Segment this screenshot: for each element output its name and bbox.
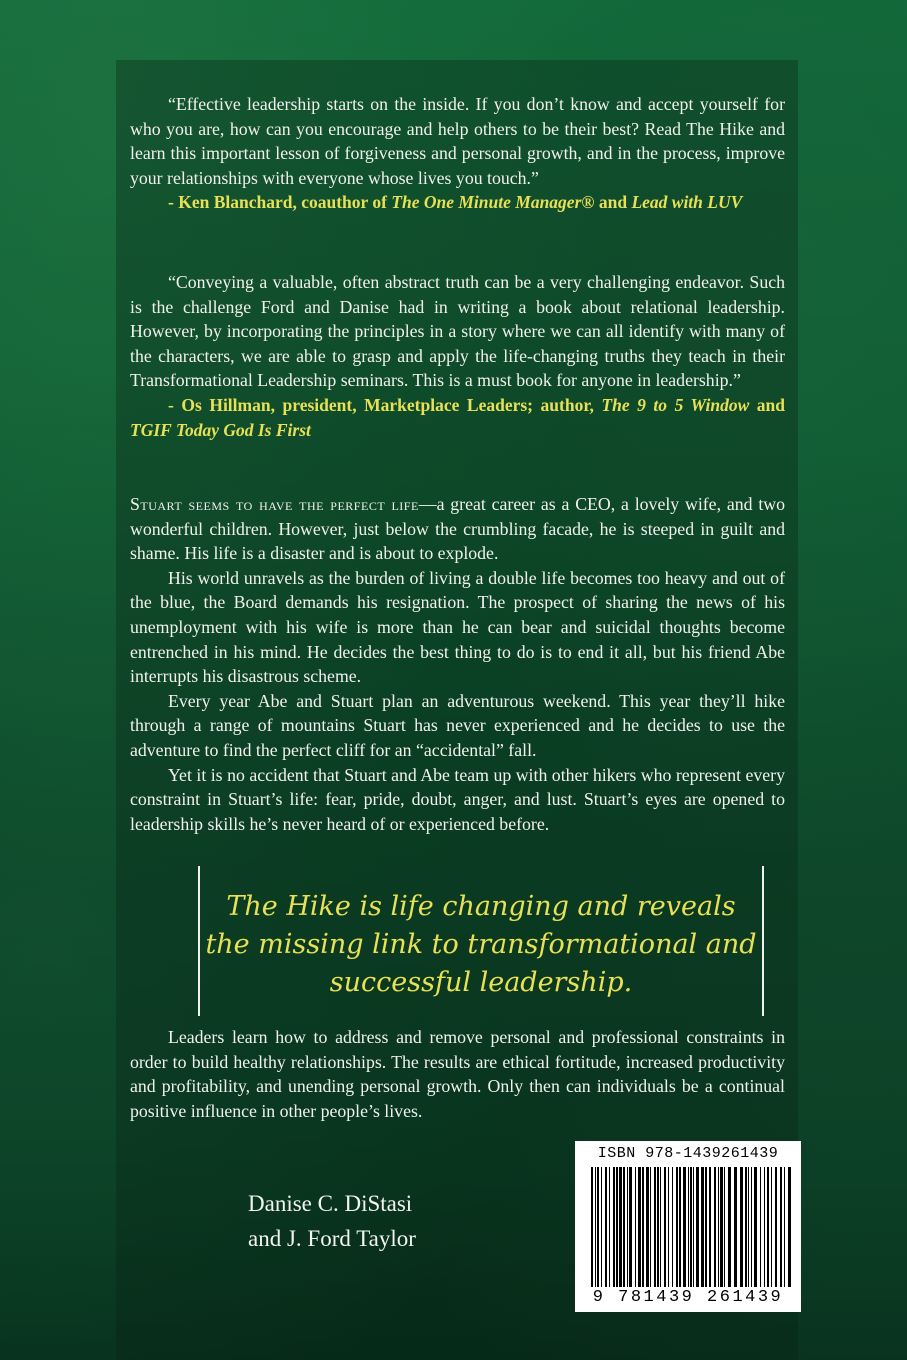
blurb-ken-blanchard <box>130 92 785 215</box>
closing-paragraph: Leaders learn how to address and remove personal and professional constraints in order to build healthy relationships. The results are ethical fortitude, increased productivity and profitability, and unending personal growth. Only then can individuals be a continual positive influence in other people’s lives. <box>130 1027 785 1121</box>
barcode-bar <box>728 1167 731 1287</box>
barcode-bar <box>714 1167 716 1287</box>
barcode-bar <box>771 1167 772 1287</box>
author-names: Danise C. DiStasi and J. Ford Taylor <box>248 1191 416 1251</box>
blurb-os-hillman <box>130 270 785 442</box>
barcode-bar <box>627 1167 628 1287</box>
barcode-bar <box>591 1167 593 1287</box>
barcode-bar <box>748 1167 749 1287</box>
barcode-bar <box>672 1167 673 1287</box>
barcode-bar <box>780 1167 782 1287</box>
barcode-bar <box>767 1167 769 1287</box>
barcode-bar <box>690 1167 692 1287</box>
quote-attribution: - Os Hillman, president, Marketplace Leaders; author, The 9 to 5 Window and TGIF Today God Is First <box>130 394 786 440</box>
barcode-bar <box>601 1167 602 1287</box>
quote-attribution: - Ken Blanchard, coauthor of The One Minute Manager® and Lead with LUV <box>168 192 743 213</box>
barcode-bar <box>705 1167 707 1287</box>
barcode-bar <box>660 1167 661 1287</box>
barcode-bar <box>638 1167 641 1287</box>
barcode-bar <box>668 1167 669 1287</box>
synopsis-paragraph: His world unravels as the burden of living a double life becomes too heavy and out of the blue, the Board demands his resignation. The prospect of sharing the news of his unemployment with his wife is more than he can bear and suicidal thoughts become entrenched in his mind. He decides the best thing to do is to end it all, but his friend Abe interrupts his disastrous scheme. <box>130 567 785 687</box>
barcode-bar <box>657 1167 659 1287</box>
barcode-bar <box>784 1167 785 1287</box>
synopsis-paragraph: Yet it is no accident that Stuart and Abe team up with other hikers who represent every constraint in Stuart’s life: fear, pride, doubt, anger, and lust. Stuart’s eyes are opened to leadership skills he’s never heard of or experienced before. <box>130 764 785 834</box>
barcode-bar <box>676 1167 678 1287</box>
callout-text: The Hike is life changing and reveals the missing link to transformational and successful leadership. <box>205 891 757 998</box>
barcode-bar <box>720 1167 723 1287</box>
barcode-bars <box>589 1167 795 1287</box>
barcode-bar <box>764 1167 765 1287</box>
barcode-bar <box>595 1167 596 1287</box>
barcode-bar <box>718 1167 719 1287</box>
barcode-bar <box>754 1167 757 1287</box>
barcode-bar <box>623 1167 625 1287</box>
barcode-bar <box>654 1167 656 1287</box>
isbn-barcode <box>575 1141 801 1312</box>
barcode-bar <box>664 1167 666 1287</box>
synopsis-paragraph: Stuart seems to have the perfect life—a great career as a CEO, a lovely wife, and two wonderful children. However, just below the crumbling facade, he is steeped in guilt and shame. His life is a disaster and is about to explode. <box>130 494 785 564</box>
barcode-bar <box>751 1167 752 1287</box>
barcode-bar <box>696 1167 699 1287</box>
barcode-bar <box>701 1167 704 1287</box>
barcode-bar <box>613 1167 615 1287</box>
barcode-bar <box>619 1167 622 1287</box>
barcode-bar <box>616 1167 618 1287</box>
barcode-bar <box>760 1167 761 1287</box>
barcode-bar <box>679 1167 681 1287</box>
barcode-bar <box>642 1167 644 1287</box>
quote-text: “Effective leadership starts on the inside. If you don’t know and accept yourself for who you are, how can you encourage and help others to be their best? Read The Hike and learn this important lesson of forgiveness and personal growth, and in the process, improve your relationships with everyone whose lives you touch.” <box>130 94 785 188</box>
synopsis <box>130 492 785 836</box>
barcode-bar <box>683 1167 686 1287</box>
barcode-bar <box>709 1167 711 1287</box>
callout-box <box>198 866 764 1016</box>
barcode-bar <box>646 1167 649 1287</box>
barcode-bar <box>734 1167 737 1287</box>
barcode-bar <box>745 1167 747 1287</box>
barcode-bar <box>724 1167 725 1287</box>
barcode-bar <box>688 1167 689 1287</box>
barcode-bar <box>775 1167 777 1287</box>
quote-text: “Conveying a valuable, often abstract truth can be a very challenging endeavor. Such is the challenge Ford and Danise had in writing a book about relational leadership. However, by incorporating the principles in a story where we can all identify with many of the characters, we are able to grasp and apply the life-changing truths they teach in their Transformational Leadership seminars. This is a must book for anyone in leadership.” <box>130 272 785 391</box>
barcode-bar <box>740 1167 743 1287</box>
synopsis-paragraph: Every year Abe and Stuart plan an adventurous weekend. This year they’ll hike through a range of mountains Stuart has never experienced and he decides to use the adventure to find the perfect cliff for an “accidental” fall. <box>130 690 785 760</box>
barcode-bar <box>635 1167 636 1287</box>
barcode-bar <box>629 1167 632 1287</box>
isbn-label: ISBN 978-1439261439 <box>597 1145 779 1162</box>
barcode-bar <box>605 1167 607 1287</box>
barcode-bar <box>597 1167 599 1287</box>
barcode-bar <box>609 1167 610 1287</box>
barcode-digits: 9 781439 261439 <box>592 1288 784 1307</box>
barcode-bar <box>650 1167 651 1287</box>
barcode-bar <box>788 1167 791 1287</box>
barcode-bar <box>693 1167 694 1287</box>
